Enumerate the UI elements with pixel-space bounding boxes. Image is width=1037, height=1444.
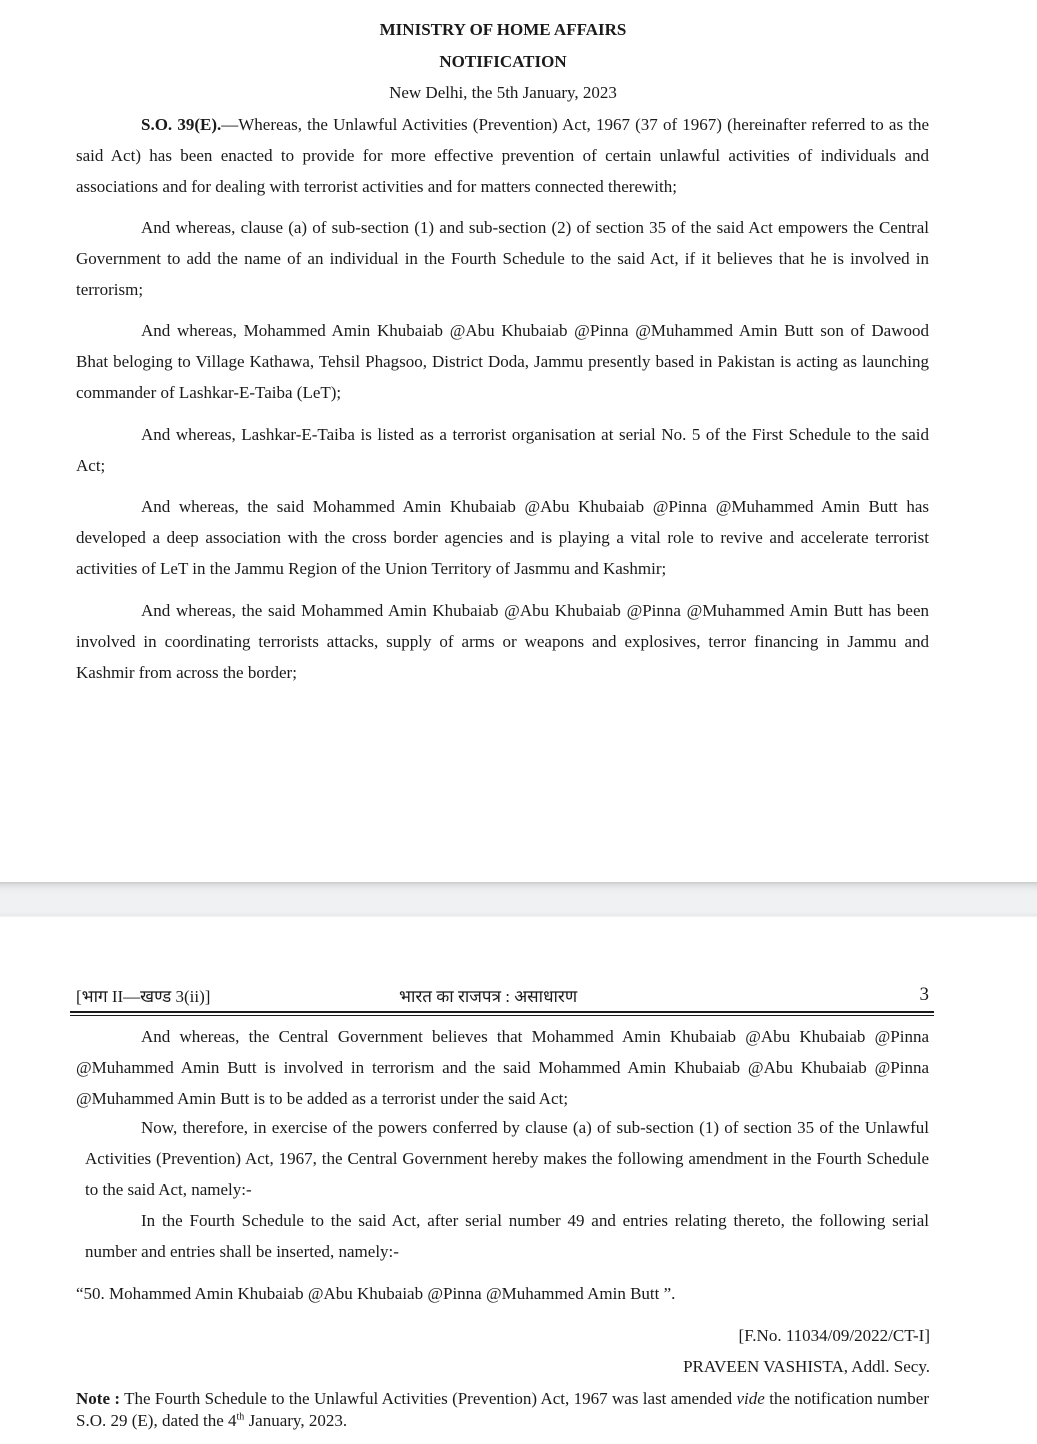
schedule-entry: “50. Mohammed Amin Khubaiab @Abu Khubaiab @Pinna @Muhammed Amin Butt ”. xyxy=(76,1284,676,1303)
paragraph-clause-35 xyxy=(76,212,929,305)
paragraph-text: And whereas, Lashkar-E-Taiba is listed as a terrorist organisation at serial No. 5 of the First Schedule to the said Act; xyxy=(76,425,929,475)
paragraph-text: And whereas, the Central Government believes that Mohammed Amin Khubaiab @Abu Khubaiab @Pinna @Muhammed Amin Butt is involved in terrorism and the said Mohammed Amin Khubaiab @Abu Khubaiab @Pinna @Muhammed Amin Butt is to be added as a terrorist under the said Act; xyxy=(76,1027,929,1108)
gazette-part-label: [भाग II—खण्ड 3(ii)] xyxy=(76,987,211,1006)
paragraph-central-govt-believes xyxy=(76,1021,929,1114)
paragraph-let-listed xyxy=(76,419,929,481)
paragraph-text: Now, therefore, in exercise of the powers conferred by clause (a) of sub-section (1) of section 35 of the Unlawful Activities (Prevention) Act, 1967, the Central Government hereby makes the following amendment in the Fourth Schedule to the said Act, namely:- xyxy=(85,1118,929,1199)
gazette-title: भारत का राजपत्र : असाधारण xyxy=(399,987,578,1006)
note-text-end: January, 2023. xyxy=(244,1411,348,1430)
paragraph-preamble xyxy=(76,109,929,202)
page-number: 3 xyxy=(919,984,929,1005)
paragraph-individual xyxy=(76,315,929,408)
paragraph-now-therefore xyxy=(85,1112,929,1205)
paragraph-text: And whereas, Mohammed Amin Khubaiab @Abu Khubaiab @Pinna @Muhammed Amin Butt son of Dawood Bhat beloging to Village Kathawa, Tehsil Phagsoo, District Doda, Jammu presently based in Pakistan is acting as launching commander of Lashkar-E-Taiba (LeT); xyxy=(76,321,929,402)
note-superscript: th xyxy=(236,1411,245,1423)
note-vide: vide xyxy=(736,1389,765,1408)
ministry-title: MINISTRY OF HOME AFFAIRS xyxy=(379,20,627,39)
note-text-2: the notification number S.O. 29 (E), dated the 4 xyxy=(76,1389,929,1430)
paragraph-fourth-schedule xyxy=(85,1205,929,1267)
signatory: PRAVEEN VASHISTA, Addl. Secy. xyxy=(683,1357,930,1376)
note-label: Note : xyxy=(76,1389,121,1408)
note-text: The Fourth Schedule to the Unlawful Activities (Prevention) Act, 1967 was last amended xyxy=(120,1389,737,1408)
notification-heading: NOTIFICATION xyxy=(439,52,567,71)
paragraph-coordinating xyxy=(76,595,929,688)
footnote xyxy=(76,1388,929,1432)
paragraph-text: In the Fourth Schedule to the said Act, after serial number 49 and entries relating thereto, the following serial number and entries shall be inserted, namely:- xyxy=(85,1211,929,1261)
paragraph-text: —Whereas, the Unlawful Activities (Prevention) Act, 1967 (37 of 1967) (hereinafter referred to as the said Act) has been enacted to provide for more effective prevention of certain unlawful activities of individuals and associations and for dealing with terrorist activities and for matters connected therewith; xyxy=(76,115,929,196)
paragraph-text: And whereas, the said Mohammed Amin Khubaiab @Abu Khubaiab @Pinna @Muhammed Amin Butt has been involved in coordinating terrorists attacks, supply of arms or weapons and explosives, terror financing in Jammu and Kashmir from across the border; xyxy=(76,601,929,682)
paragraph-text: And whereas, the said Mohammed Amin Khubaiab @Abu Khubaiab @Pinna @Muhammed Amin Butt has developed a deep association with the cross border agencies and is playing a vital role to revive and accelerate terrorist activities of LeT in the Jammu Region of the Union Territory of Jasmmu and Kashmir; xyxy=(76,497,929,578)
so-number: S.O. 39(E). xyxy=(141,115,222,134)
header-double-rule xyxy=(70,1011,934,1016)
file-number: [F.No. 11034/09/2022/CT-I] xyxy=(738,1326,930,1345)
gazette-header xyxy=(76,984,929,1008)
dateline: New Delhi, the 5th January, 2023 xyxy=(389,83,617,102)
page-separator xyxy=(0,882,1037,917)
paragraph-association xyxy=(76,491,929,584)
paragraph-text: And whereas, clause (a) of sub-section (1) and sub-section (2) of section 35 of the said Act empowers the Central Government to add the name of an individual in the Fourth Schedule to the said Act, if it believes that he is involved in terrorism; xyxy=(76,218,929,299)
